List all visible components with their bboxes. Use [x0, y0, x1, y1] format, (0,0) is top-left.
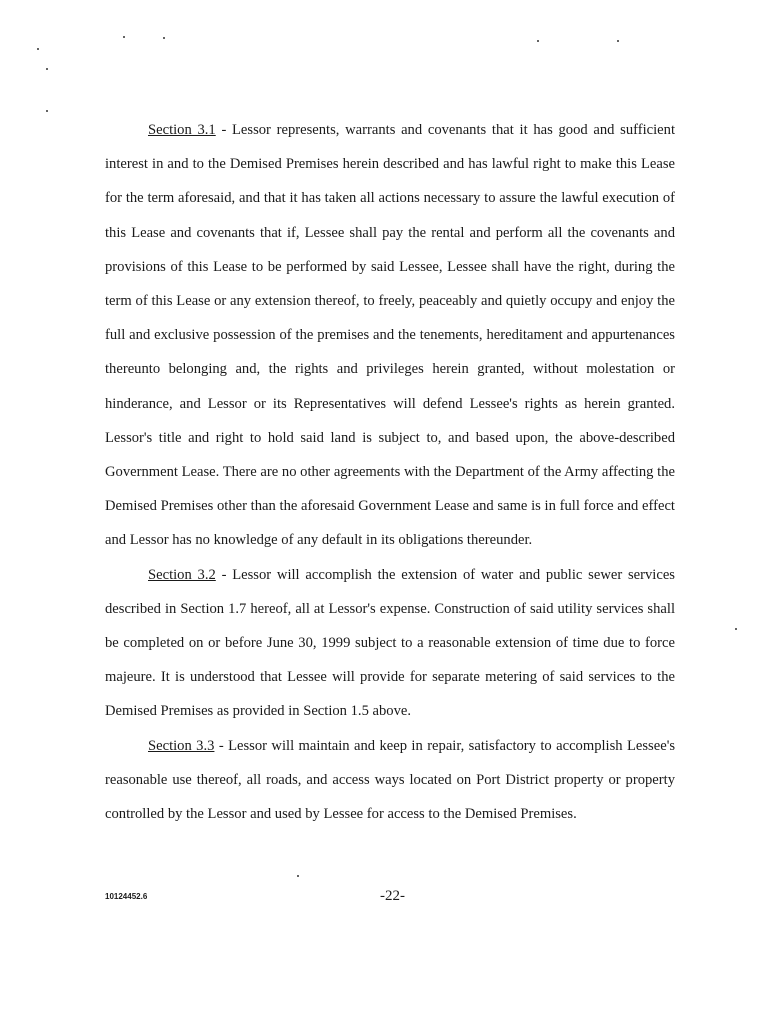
section-3-2-text: - Lessor will accomplish the extension of water and public sewer services described in Section 1.7 hereof, all at Lessor's expense. Construction of said utility services shall be completed on or before June 30, 1999 subject to a reasonable extension of time due to force majeure. It is understood that Lessee will provide for separate metering of said services to the Demised Premises as provided in Section 1.5 above. [105, 566, 675, 720]
section-3-1-paragraph [105, 113, 675, 558]
scan-speck [617, 40, 619, 42]
document-id: 10124452.6 [105, 892, 148, 901]
section-3-2-paragraph [105, 558, 675, 729]
scan-speck [297, 875, 299, 877]
scan-speck [537, 40, 539, 42]
scan-speck [46, 68, 48, 70]
page-number: -22- [380, 888, 405, 904]
section-3-3-text: - Lessor will maintain and keep in repair, satisfactory to accomplish Lessee's reasonable use thereof, all roads, and access ways located on Port District property or property controlled by the Lessor and used by Lessee for access to the Demised Premises. [105, 737, 675, 823]
section-3-3-paragraph [105, 729, 675, 832]
scan-speck [37, 48, 39, 50]
section-3-1-text: - Lessor represents, warrants and covenants that it has good and sufficient interest in and to the Demised Premises herein described and has lawful right to make this Lease for the term aforesaid, and that it has taken all actions necessary to assure the lawful execution of this Lease and covenants that if, Lessee shall pay the rental and perform all the covenants and provisions of this Lease to be performed by said Lessee, Lessee shall have the right, during the term of this Lease or any extension thereof, to freely, peaceably and quietly occupy and enjoy the full and exclusive possession of the premises and the tenements, hereditament and appurtenances thereunto belonging and, the rights and privileges herein granted, without molestation or hinderance, and Lessor or its Representatives will defend Lessee's rights as herein granted. Lessor's title and right to hold said land is subject to, and based upon, the above-described Government Lease. There are no other agreements with the Department of the Army affecting the Demised Premises other than the aforesaid Government Lease and same is in full force and effect and Lessor has no knowledge of any default in its obligations thereunder. [105, 122, 676, 549]
lease-body-text [105, 113, 675, 831]
scan-speck [163, 37, 165, 39]
section-3-2-heading: Section 3.2 [148, 566, 216, 583]
scan-speck [46, 110, 48, 112]
section-3-1-heading: Section 3.1 [148, 122, 216, 138]
section-3-3-heading: Section 3.3 [148, 737, 215, 754]
scan-speck [735, 628, 737, 630]
scan-speck [123, 36, 125, 38]
